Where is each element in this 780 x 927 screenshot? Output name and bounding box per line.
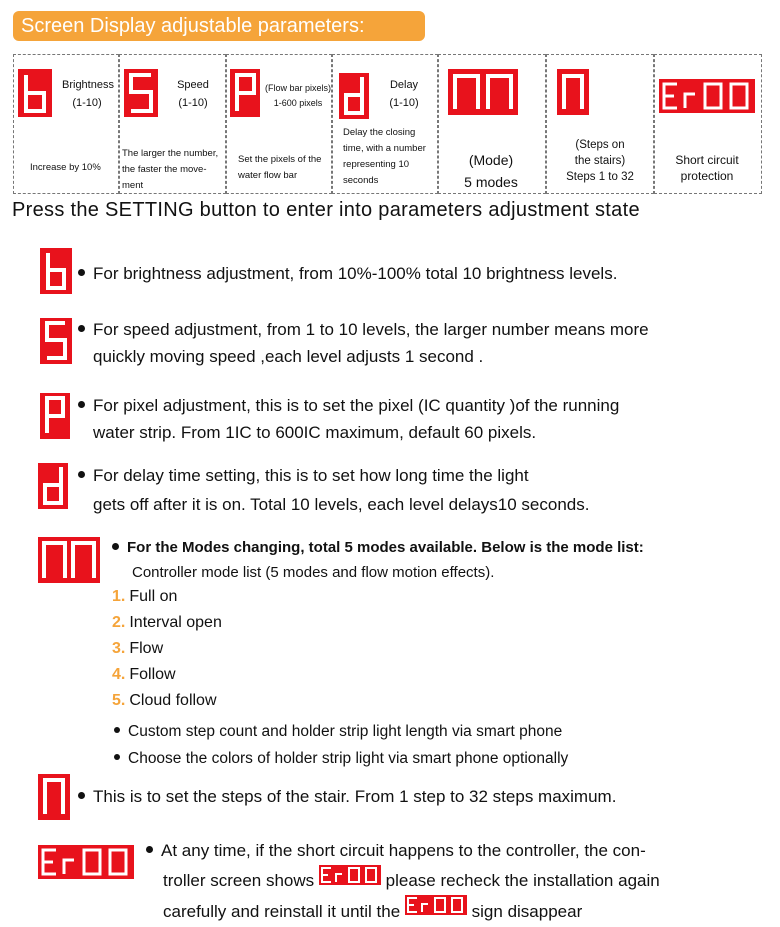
cell-pixels (226, 54, 332, 194)
cell-short-circuit (654, 54, 762, 194)
segment-mode-icon (38, 537, 100, 583)
segment-p-icon (230, 69, 260, 117)
bullet-icon (114, 727, 120, 733)
extra-item: Custom step count and holder strip light length via smart phone (114, 718, 562, 745)
mode-item: 2. Interval open (112, 614, 222, 631)
bullet-icon (114, 754, 120, 760)
page-heading: Press the SETTING button to enter into parameters adjustment state (12, 199, 640, 221)
cell-desc: Increase by 10% (30, 162, 101, 173)
cell-desc: (Steps on the stairs) Steps 1 to 32 (566, 139, 634, 183)
mode-item: 1. Full on (112, 588, 178, 605)
segment-s-icon (40, 318, 72, 364)
cell-speed (119, 54, 226, 194)
modes-subtitle: Controller mode list (5 modes and flow motion effects). (132, 564, 495, 581)
cell-mode (438, 54, 546, 194)
item-short-circuit: At any time, if the short circuit happens to the controller, the con- troller screen shows please recheck the installation again carefully and reinstall it until the sign disappear (146, 836, 660, 927)
mode-item: 5. Cloud follow (112, 692, 217, 709)
bullet-icon (78, 792, 85, 799)
segment-er00-icon (38, 845, 134, 879)
cell-desc: Set the pixels of the water flow bar (238, 154, 322, 181)
segment-mode-icon (448, 69, 518, 115)
cell-brightness (13, 54, 119, 194)
mode-item: 3. Flow (112, 640, 164, 657)
segment-p-icon (40, 393, 70, 439)
cell-range: (1-10) (72, 97, 102, 109)
cell-steps (546, 54, 654, 194)
bullet-icon (78, 325, 85, 332)
segment-steps-icon (38, 774, 70, 820)
segment-steps-icon (557, 69, 589, 115)
item-brightness: For brightness adjustment, from 10%-100% total 10 brightness levels. (78, 260, 617, 287)
item-speed: For speed adjustment, from 1 to 10 levels, the larger number means more quickly moving speed ,each level adjusts 1 second . (78, 316, 649, 370)
cell-desc: (Mode) 5 modes (464, 152, 518, 190)
bullet-icon (78, 269, 85, 276)
cell-range: 1-600 pixels (273, 98, 323, 108)
segment-s-icon (124, 69, 158, 117)
segment-b-icon (18, 69, 52, 117)
segment-d-icon (38, 463, 68, 509)
mode-item: 4. Follow (112, 666, 176, 683)
cell-title: Delay (389, 79, 419, 91)
bullet-icon (112, 543, 119, 550)
cell-delay (332, 54, 438, 194)
item-delay: For delay time setting, this is to set how long time the light gets off after it is on. Total 10 levels, each level delays10 seconds. (78, 462, 589, 521)
cell-desc: Delay the closing time, with a number representing 10 seconds (343, 127, 426, 186)
segment-d-icon (339, 73, 369, 119)
cell-desc: The larger the number, the faster the move- ment (122, 148, 219, 191)
cell-range: (1-10) (389, 97, 419, 109)
bullet-icon (146, 846, 153, 853)
cell-title: Speed (177, 79, 209, 91)
bullet-icon (78, 471, 85, 478)
cell-title: Brightness (62, 79, 114, 91)
cell-desc: Short circuit protection (675, 153, 739, 183)
section-banner: Screen Display adjustable parameters: (13, 11, 425, 41)
cell-title: (Flow bar pixels) (264, 83, 331, 93)
bullet-icon (78, 401, 85, 408)
item-pixel: For pixel adjustment, this is to set the pixel (IC quantity )of the running water strip. From 1IC to 600IC maximum, default 60 pixels. (78, 392, 619, 446)
modes-title: For the Modes changing, total 5 modes available. Below is the mode list: (112, 534, 644, 561)
item-steps: This is to set the steps of the stair. From 1 step to 32 steps maximum. (78, 783, 616, 810)
cell-range: (1-10) (178, 97, 208, 109)
segment-b-icon (40, 248, 72, 294)
inline-er00-icon (405, 895, 467, 925)
extra-item: Choose the colors of holder strip light via smart phone optionally (114, 745, 568, 772)
segment-er00-icon (659, 79, 755, 113)
inline-er00-icon (319, 865, 381, 895)
